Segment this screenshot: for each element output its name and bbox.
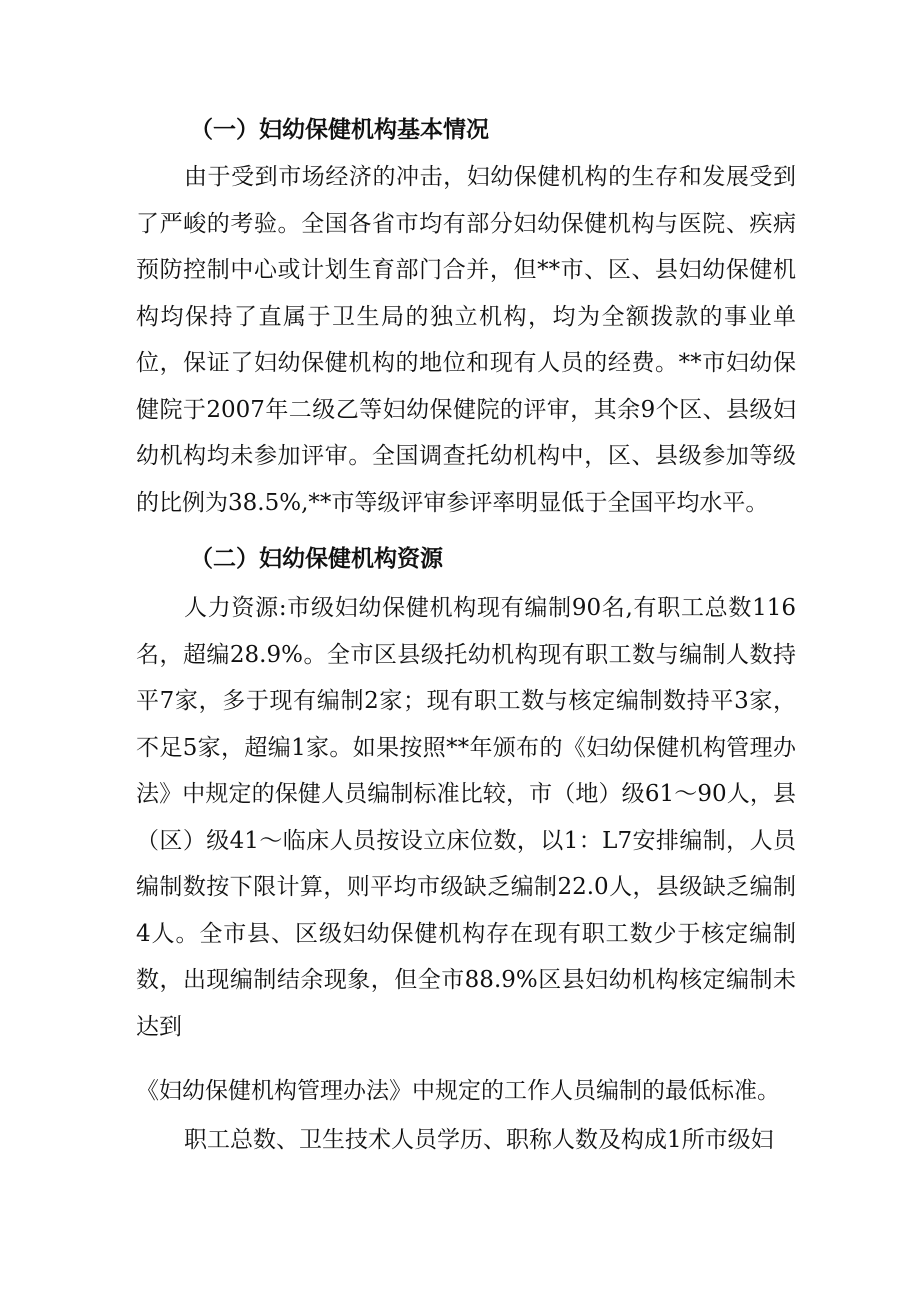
section-heading-resources: （二）妇幼保健机构资源 xyxy=(190,546,443,572)
paragraph-human-resources: 人力资源:市级妇幼保健机构现有编制90名,有职工总数116名，超编28.9%。全市区县级托幼机构现有职工数与编制人数持平7家，多于现有编制2家；现有职工数与核定编制数持平3家，不足5家，超编1家。如果按照**年颁布的《妇幼保健机构管理办法》中规定的保健人员编制标准比较，市（地）级61～90人，县（区）级41～临床人员按设立床位数，以1：L7安排编制，人员编制数按下限计算，则平均市级缺乏编制22.0人，县级缺乏编制4人。全市县、区级妇幼保健机构存在现有职工数少于核定编制数，出现编制结余现象，但全市88.9%区县妇幼机构核定编制未达到 xyxy=(136,595,796,1040)
paragraph-basic-situation: 由于受到市场经济的冲击，妇幼保健机构的生存和发展受到了严峻的考验。全国各省市均有部分妇幼保健机构与医院、疾病预防控制中心或计划生育部门合并，但**市、区、县妇幼保健机构均保持了直属于卫生局的独立机构，均为全额拨款的事业单位，保证了妇幼保健机构的地位和现有人员的经费。**市妇幼保健院于2007年二级乙等妇幼保健院的评审，其余9个区、县级妇幼机构均未参加评审。全国调查托幼机构中，区、县级参加等级的比例为38.5%,**市等级评审参评率明显低于全国平均水平。 xyxy=(136,164,796,516)
paragraph-continuation: 《妇幼保健机构管理办法》中规定的工作人员编制的最低标准。 xyxy=(136,1078,780,1104)
section-heading-basic-situation: （一）妇幼保健机构基本情况 xyxy=(190,117,489,143)
paragraph-last-line: 职工总数、卫生技术人员学历、职称人数及构成1所市级妇 xyxy=(184,1127,774,1153)
